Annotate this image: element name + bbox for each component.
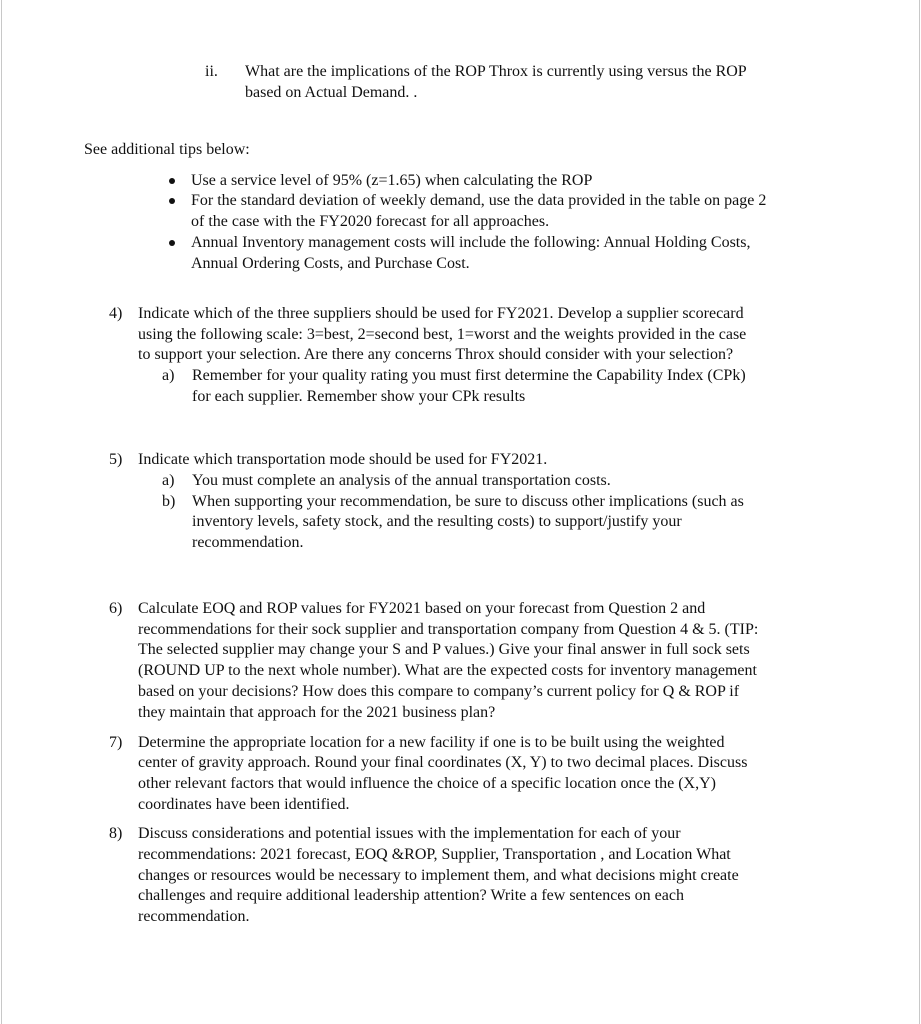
question-number: 5) xyxy=(109,451,123,468)
question-number: 7) xyxy=(109,734,123,751)
sub-item-line: for each supplier. Remember show your CPk results xyxy=(192,388,526,405)
question-line: challenges and require additional leadership attention? Write a few sentences on each xyxy=(138,887,684,904)
tip-line: Annual Ordering Costs, and Purchase Cost. xyxy=(191,255,470,272)
question-number: 4) xyxy=(109,305,123,322)
question-line: Determine the appropriate location for a new facility if one is to be built using the weighted xyxy=(138,734,725,751)
bullet-icon xyxy=(169,240,175,246)
sub-item-marker: a) xyxy=(162,472,175,489)
text-line: based on Actual Demand. . xyxy=(245,84,418,101)
sub-item-marker: b) xyxy=(162,493,176,510)
text-line: What are the implications of the ROP Throx is currently using versus the ROP xyxy=(245,63,747,80)
sub-item-line: When supporting your recommendation, be sure to discuss other implications (such as xyxy=(192,493,744,510)
tip-line: of the case with the FY2020 forecast for all approaches. xyxy=(191,213,550,230)
question-line: coordinates have been identified. xyxy=(138,796,350,813)
question-line: center of gravity approach. Round your final coordinates (X, Y) to two decimal places. Discuss xyxy=(138,754,748,771)
question-line: to support your selection. Are there any concerns Throx should consider with your selection? xyxy=(138,346,734,363)
question-line: changes or resources would be necessary to implement them, and what decisions might create xyxy=(138,867,739,884)
sub-item-line: recommendation. xyxy=(192,534,304,551)
question-line: Indicate which transportation mode should be used for FY2021. xyxy=(138,451,548,468)
question-line: recommendations: 2021 forecast, EOQ &ROP, Supplier, Transportation , and Location What xyxy=(138,846,731,863)
question-line: Calculate EOQ and ROP values for FY2021 based on your forecast from Question 2 and xyxy=(138,600,706,617)
tip-line: Annual Inventory management costs will include the following: Annual Holding Costs, xyxy=(191,234,751,251)
bullet-icon xyxy=(169,178,175,184)
question-line: The selected supplier may change your S and P values.) Give your final answer in full sock sets xyxy=(138,641,750,658)
sub-item-line: inventory levels, safety stock, and the resulting costs) to support/justify your xyxy=(192,513,682,530)
tips-heading: See additional tips below: xyxy=(84,141,250,158)
sub-item-marker: ii. xyxy=(205,63,218,80)
sub-item-marker: a) xyxy=(162,367,175,384)
question-line: they maintain that approach for the 2021 business plan? xyxy=(138,704,496,721)
question-line: Discuss considerations and potential issues with the implementation for each of your xyxy=(138,825,681,842)
tip-line: For the standard deviation of weekly demand, use the data provided in the table on page 2 xyxy=(191,192,767,209)
question-line: based on your decisions? How does this compare to company’s current policy for Q & ROP if xyxy=(138,683,740,700)
question-line: using the following scale: 3=best, 2=second best, 1=worst and the weights provided in the case xyxy=(138,326,747,343)
sub-item-line: Remember for your quality rating you must first determine the Capability Index (CPk) xyxy=(192,367,746,384)
question-line: Indicate which of the three suppliers should be used for FY2021. Develop a supplier scorecard xyxy=(138,305,744,322)
question-line: other relevant factors that would influence the choice of a specific location once the (X,Y) xyxy=(138,775,716,792)
document-page xyxy=(1,0,920,1024)
question-number: 6) xyxy=(109,600,123,617)
question-number: 8) xyxy=(109,825,123,842)
question-line: recommendation. xyxy=(138,908,250,925)
tip-line: Use a service level of 95% (z=1.65) when calculating the ROP xyxy=(191,172,593,189)
question-line: recommendations for their sock supplier and transportation company from Question 4 & 5. (TIP: xyxy=(138,621,759,638)
bullet-icon xyxy=(169,198,175,204)
sub-item-line: You must complete an analysis of the annual transportation costs. xyxy=(192,472,611,489)
question-line: (ROUND UP to the next whole number). What are the expected costs for inventory management xyxy=(138,662,757,679)
